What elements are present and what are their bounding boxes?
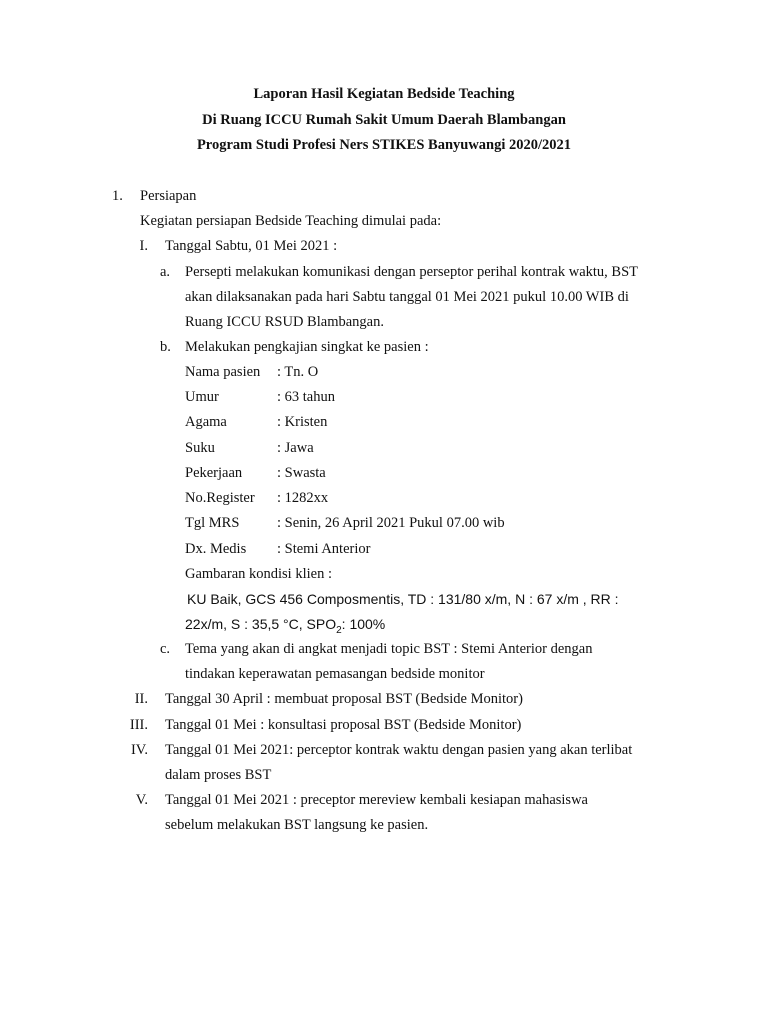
report-program: Program Studi Profesi Ners STIKES Banyuwangi 2020/2021 — [196, 137, 572, 153]
report-location: Di Ruang ICCU Rumah Sakit Umum Daerah Blambangan — [202, 112, 566, 128]
item-iii-text: Tanggal 01 Mei : konsultasi proposal BST (Bedside Monitor) — [165, 717, 522, 733]
patient-field-value: : Kristen — [277, 414, 328, 430]
item-marker-ii: II. — [134, 691, 148, 707]
patient-field-value: : 1282xx — [277, 490, 329, 506]
condition-label: Gambaran kondisi klien : — [185, 566, 332, 582]
report-title: Laporan Hasil Kegiatan Bedside Teaching — [253, 86, 515, 102]
patient-field-label: Tgl MRS — [185, 515, 240, 531]
patient-field-value: : Jawa — [277, 440, 314, 456]
item-ii-text: Tanggal 30 April : membuat proposal BST (Bedside Monitor) — [165, 691, 523, 707]
section-number: 1. — [112, 188, 123, 204]
subitem-a-line: Persepti melakukan komunikasi dengan perseptor perihal kontrak waktu, BST — [185, 264, 639, 280]
item-v-text: Tanggal 01 Mei 2021 : preceptor mereview kembali kesiapan mahasiswa — [165, 792, 588, 808]
subitem-marker-a: a. — [160, 264, 171, 280]
patient-field-value: : Stemi Anterior — [277, 541, 371, 557]
patient-field-label: Pekerjaan — [185, 465, 243, 481]
patient-field-label: Suku — [185, 440, 215, 456]
patient-field-label: Nama pasien — [185, 364, 261, 380]
patient-field-value: : Tn. O — [277, 364, 319, 380]
subitem-marker-b: b. — [160, 339, 171, 355]
subitem-b-line: Melakukan pengkajian singkat ke pasien : — [185, 339, 429, 355]
subitem-a-line: Ruang ICCU RSUD Blambangan. — [185, 314, 384, 330]
item-v-text: sebelum melakukan BST langsung ke pasien. — [165, 817, 429, 833]
patient-field-label: Umur — [185, 389, 219, 405]
section-intro: Kegiatan persiapan Bedside Teaching dimulai pada: — [140, 213, 442, 229]
condition-text: : 100% — [341, 616, 386, 632]
patient-field-label: No.Register — [185, 490, 255, 506]
patient-field-value: : Swasta — [277, 465, 326, 481]
patient-field-value: : Senin, 26 April 2021 Pukul 07.00 wib — [277, 515, 505, 531]
condition-text: 22x/m, S : 35,5 °C, SPO — [185, 616, 337, 632]
item-i-text: Tanggal Sabtu, 01 Mei 2021 : — [165, 238, 338, 254]
patient-field-value: : 63 tahun — [277, 389, 335, 405]
item-marker-iii: III. — [129, 717, 148, 733]
condition-line — [185, 615, 386, 636]
patient-field-label: Agama — [185, 414, 227, 430]
subitem-a-line: akan dilaksanakan pada hari Sabtu tanggal 01 Mei 2021 pukul 10.00 WIB di — [185, 289, 629, 305]
item-iv-text: dalam proses BST — [165, 767, 272, 783]
item-marker-i: I. — [139, 238, 148, 254]
subitem-c-line: Tema yang akan di angkat menjadi topic BST : Stemi Anterior dengan — [185, 641, 593, 657]
item-marker-v: V. — [135, 792, 148, 808]
section-heading: Persiapan — [140, 188, 197, 204]
spo2-subscript: 2 — [336, 624, 342, 636]
patient-field-label: Dx. Medis — [185, 541, 247, 557]
item-marker-iv: IV. — [130, 742, 148, 758]
subitem-marker-c: c. — [160, 641, 171, 657]
item-iv-text: Tanggal 01 Mei 2021: perceptor kontrak waktu dengan pasien yang akan terlibat — [165, 742, 633, 758]
subitem-c-line: tindakan keperawatan pemasangan bedside monitor — [185, 666, 485, 682]
condition-line: KU Baik, GCS 456 Composmentis, TD : 131/80 x/m, N : 67 x/m , RR : — [187, 591, 619, 607]
